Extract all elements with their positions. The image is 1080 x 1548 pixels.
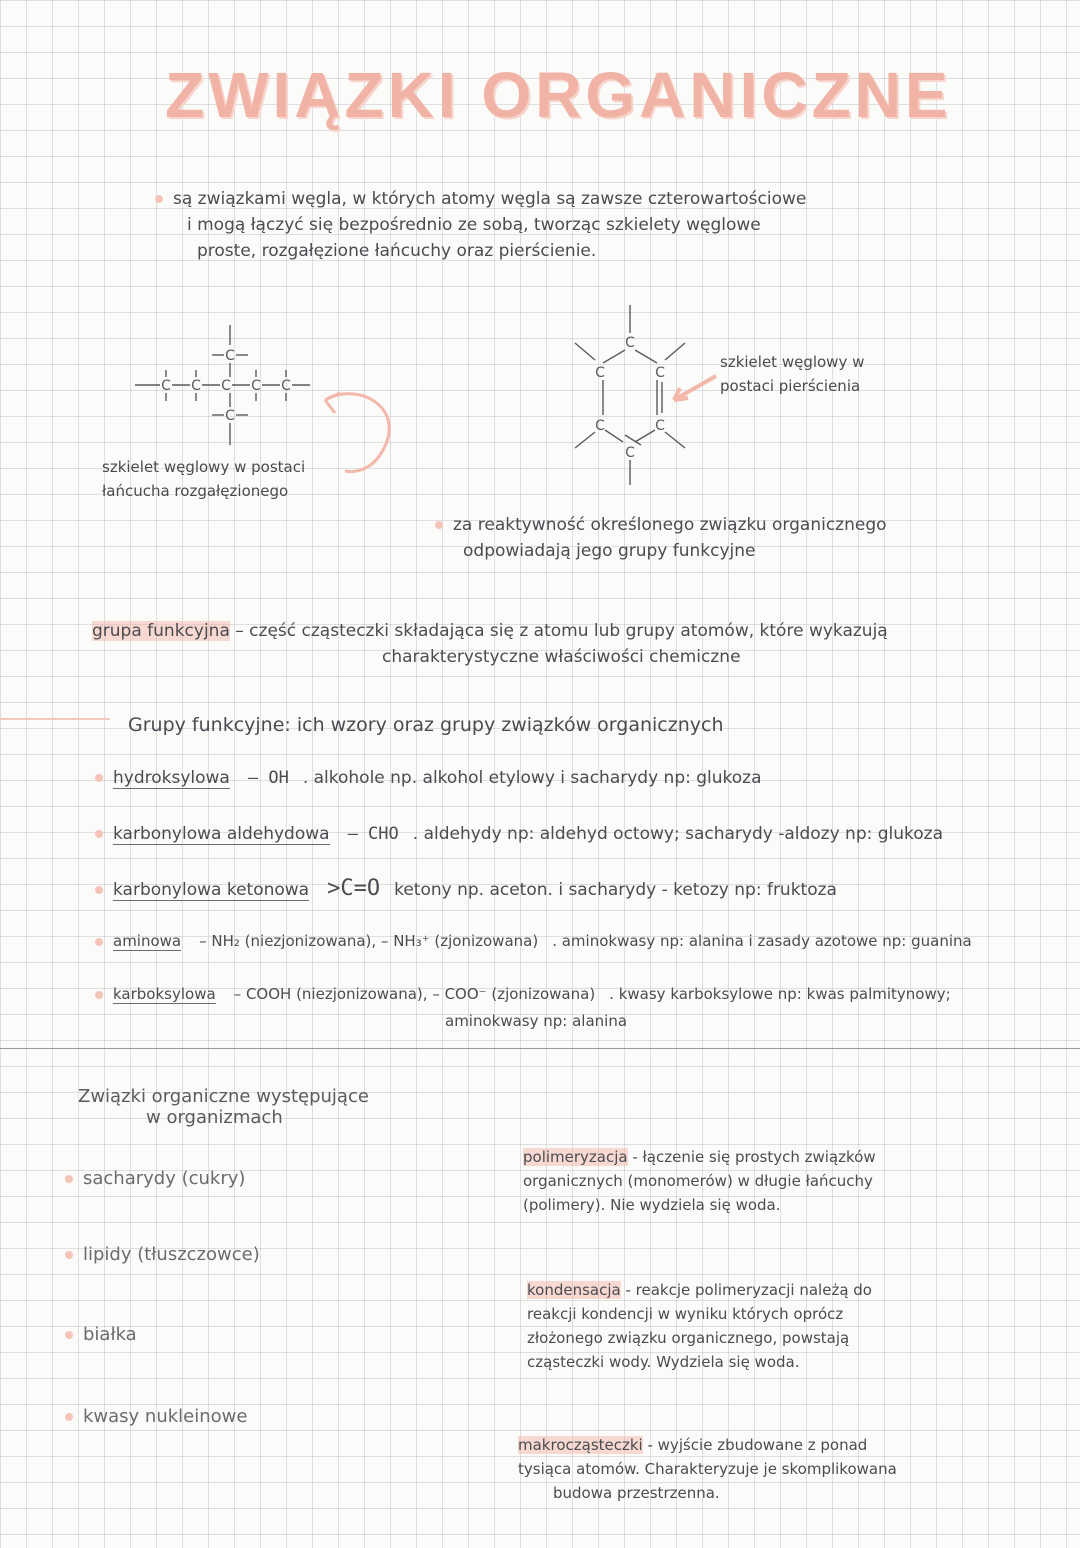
- definition-term: grupa funkcyjna: [92, 621, 230, 641]
- group-examples: . kwasy karboksylowe np: kwas palmitynowy;: [609, 985, 951, 1003]
- right-caption: [720, 350, 864, 398]
- list-item-label: lipidy (tłuszczowce): [83, 1244, 260, 1265]
- macromolecules-note: [518, 1433, 897, 1505]
- atom-c: C: [221, 378, 231, 394]
- group-name: karboksylowa: [113, 985, 216, 1003]
- atom-c: C: [191, 378, 201, 394]
- atom-c: C: [251, 378, 261, 394]
- atom-c: C: [281, 378, 291, 394]
- note-line: organicznych (monomerów) w długie łańcuchy: [523, 1172, 873, 1190]
- note-line: - reakcje polimeryzacji należą do: [620, 1281, 872, 1299]
- bullet-icon: [65, 1175, 73, 1183]
- left-caption-line-2: łańcucha rozgałęzionego: [102, 482, 289, 500]
- note-line: budowa przestrzenna.: [553, 1484, 720, 1502]
- group-row: [95, 824, 943, 844]
- atom-c: C: [625, 335, 635, 351]
- group-formula: – CHO: [347, 824, 399, 844]
- group-row: [95, 768, 762, 788]
- atom-c: C: [655, 418, 665, 434]
- list-item: [65, 1168, 245, 1189]
- definition: [92, 618, 888, 670]
- page-title: ZWIĄZKI ORGANICZNE: [165, 59, 952, 131]
- atom-c: C: [655, 365, 665, 381]
- left-caption: [102, 455, 305, 503]
- atom-c: C: [225, 408, 235, 424]
- group-row: [95, 876, 837, 901]
- group-continuation: aminokwasy np: alanina: [445, 1012, 628, 1030]
- section-divider: [0, 1048, 1080, 1049]
- atom-c: C: [225, 348, 235, 364]
- group-formula: – OH: [247, 768, 289, 788]
- organisms-heading-line-2: w organizmach: [146, 1107, 283, 1128]
- note-line: reakcji kondencji w wyniku których oprócz: [527, 1305, 844, 1323]
- list-item: [65, 1324, 137, 1345]
- intro-line-3: proste, rozgałęzione łańcuchy oraz pierścienie.: [197, 241, 597, 261]
- atom-c: C: [161, 378, 171, 394]
- group-formula: >C=O: [327, 876, 381, 901]
- group-examples: . aldehydy np: aldehyd octowy; sacharydy -aldozy np: glukoza: [412, 824, 944, 844]
- group-examples: . alkohole np. alkohol etylowy i sacharydy np: glukoza: [302, 768, 762, 788]
- atom-c: C: [625, 445, 635, 461]
- list-item: [65, 1244, 260, 1265]
- intro-line-1: są związkami węgla, w których atomy węgla są zawsze czterowartościowe: [173, 189, 807, 209]
- functional-groups-heading: Grupy funkcyjne: ich wzory oraz grupy związków organicznych: [128, 714, 724, 736]
- definition-line-1: – część cząsteczki składająca się z atomu lub grupy atomów, które wykazują: [229, 621, 888, 641]
- group-name: aminowa: [113, 932, 182, 950]
- bullet-icon: [65, 1331, 73, 1339]
- group-name: karbonylowa aldehydowa: [113, 824, 330, 844]
- bullet-icon: [95, 830, 103, 838]
- left-caption-line-1: szkielet węglowy w postaci: [102, 458, 306, 476]
- note-term: kondensacja: [527, 1281, 621, 1299]
- group-examples: ketony np. aceton. i sacharydy - ketozy np: fruktoza: [394, 880, 837, 900]
- organisms-heading-line-1: Związki organiczne występujące: [78, 1086, 369, 1107]
- group-examples: . aminokwasy np: alanina i zasady azotowe np: guanina: [552, 932, 972, 950]
- atom-c: C: [595, 418, 605, 434]
- group-formula: – COOH (niezjonizowana), – COO⁻ (zjonizowana): [233, 985, 596, 1003]
- note-line: - wyjście zbudowane z ponad: [642, 1436, 868, 1454]
- bullet-icon: [65, 1251, 73, 1259]
- reactivity-line-1: za reaktywność określonego związku organicznego: [453, 515, 887, 535]
- group-name: hydroksylowa: [113, 768, 230, 788]
- note-line: tysiąca atomów. Charakteryzuje je skomplikowana: [518, 1460, 897, 1478]
- bullet-icon: [95, 938, 103, 946]
- intro-text: [155, 186, 806, 264]
- note-line: cząsteczki wody. Wydziela się woda.: [527, 1353, 800, 1371]
- reactivity-note: [435, 512, 887, 564]
- condensation-note: [527, 1278, 872, 1374]
- polymerization-note: [523, 1145, 876, 1217]
- right-caption-line-1: szkielet węglowy w: [720, 353, 865, 371]
- list-item-label: sacharydy (cukry): [83, 1168, 246, 1189]
- note-term: makrocząsteczki: [518, 1436, 643, 1454]
- group-formula: – NH₂ (niezjonizowana), – NH₃⁺ (zjonizowana): [199, 932, 539, 950]
- group-row: [95, 932, 972, 950]
- definition-line-2: charakterystyczne właściwości chemiczne: [382, 647, 741, 667]
- bullet-icon: [65, 1413, 73, 1421]
- note-line: (polimery). Nie wydziela się woda.: [523, 1196, 781, 1214]
- intro-line-2: i mogą łączyć się bezpośrednio ze sobą, tworząc szkielety węglowe: [187, 215, 761, 235]
- list-item: [65, 1406, 247, 1427]
- bullet-icon: [95, 774, 103, 782]
- bullet-icon: [95, 991, 103, 999]
- note-line: - łączenie się prostych związków: [627, 1148, 876, 1166]
- group-name: karbonylowa ketonowa: [113, 880, 310, 900]
- atom-c: C: [595, 365, 605, 381]
- right-caption-line-2: postaci pierścienia: [720, 377, 861, 395]
- organisms-heading: [78, 1086, 369, 1128]
- note-term: polimeryzacja: [523, 1148, 628, 1166]
- bullet-icon: [435, 521, 443, 529]
- bullet-icon: [95, 886, 103, 894]
- group-row: [95, 985, 951, 1003]
- note-line: złożonego związku organicznego, powstają: [527, 1329, 850, 1347]
- reactivity-line-2: odpowiadają jego grupy funkcyjne: [463, 541, 756, 561]
- ring-arrow-icon: [668, 368, 718, 408]
- bullet-icon: [155, 195, 163, 203]
- list-item-label: kwasy nukleinowe: [83, 1406, 248, 1427]
- list-item-label: białka: [83, 1324, 137, 1345]
- divider: [0, 718, 110, 720]
